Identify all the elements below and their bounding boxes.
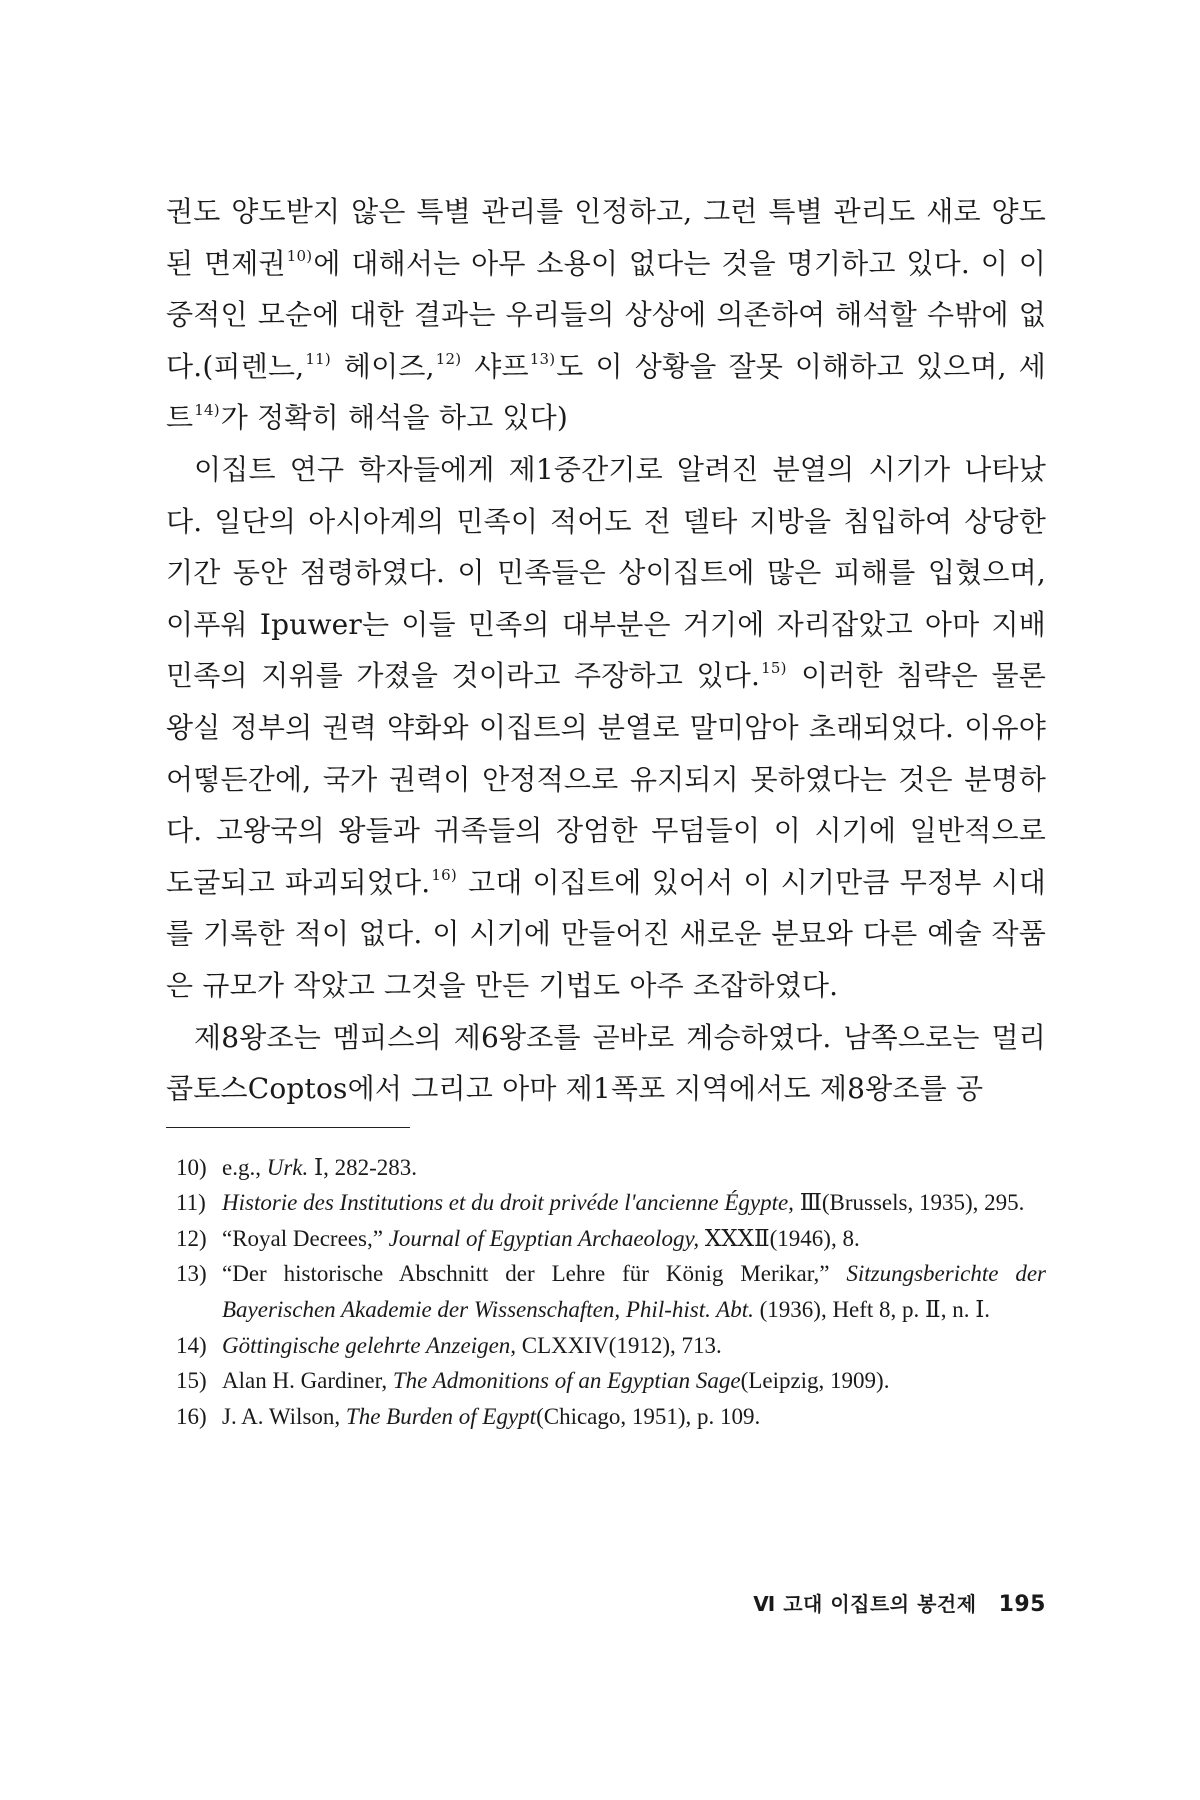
citation-text: Ⅰ, 282-283. [308,1154,417,1180]
paragraph-text: 헤이즈, [331,349,435,383]
citation-title: The Admonitions of an Egyptian Sage [392,1368,741,1394]
footnote-text [222,1221,1046,1257]
footnote-item [176,1363,1046,1399]
citation-text: “Der historische Abschnitt der Lehre für König Merikar,” [222,1261,847,1287]
page-footer [700,1588,1046,1617]
footnote-item [176,1256,1046,1327]
footnote-marker: 12) [435,349,462,368]
paragraph [166,444,1046,1012]
running-head: Ⅵ 고대 이집트의 봉건제 [753,1592,977,1616]
citation-title: Urk. [266,1154,309,1180]
paragraph-text: 이집트 연구 학자들에게 제1중간기로 알려진 분열의 시기가 나타났다. 일단의 아시아계의 민족이 적어도 전 델타 지방을 침입하여 상당한 기간 동안 점령하였다. 이 민족들은 상이집트에 많은 피해를 입혔으며, 이푸워 Ipuwer는 이들 민족의 대부분은 거기에 자리잡았고 아마 지배 민족의 지위를 가졌을 것이라고 주장하고 있다. [166,452,1046,693]
footnote-number: 16) [176,1403,207,1429]
citation-text: e.g., [222,1154,267,1180]
citation-title: Historie des Institutions et du droit privéde l'ancienne Égypte, [222,1190,794,1216]
footnote-text [222,1328,1046,1364]
citation-title: Sitzungsberichte der Bayerischen Akademie der Wissenschaften, Phil-hist. Abt. [222,1261,1047,1323]
citation-text: (Chicago, 1951), p. 109. [536,1403,761,1429]
footnote-marker: 14) [194,401,220,420]
footnote-text [222,1185,1046,1221]
page-content [166,186,1046,1434]
citation-text: (Leipzig, 1909). [740,1368,890,1394]
citation-text: J. A. Wilson, [222,1403,346,1429]
footnote-marker: 16) [431,865,457,884]
paragraph-text: 가 정확히 해석을 하고 있다) [220,401,569,435]
footnote-number: 14) [176,1332,207,1358]
paragraph-text: 샤프 [462,349,529,383]
footnote-item [176,1185,1046,1221]
footnote-text [222,1363,1046,1399]
footnote-marker: 11) [305,349,331,368]
footnote-separator [166,1127,410,1128]
footnote-number: 13) [176,1261,207,1287]
citation-title: Göttingische gelehrte Anzeigen, [222,1332,517,1358]
footnote-marker: 10) [286,246,313,265]
footnote-marker: 13) [529,349,556,368]
paragraph-text: 제8왕조는 멤피스의 제6왕조를 곧바로 계승하였다. 남쪽으로는 멀리 콥토스Coptos에서 그리고 아마 제1폭포 지역에서도 제8왕조를 공 [166,1020,1046,1106]
footnote-text [222,1150,1046,1186]
citation-text: (1936), Heft 8, p. Ⅱ, n. Ⅰ. [753,1297,991,1323]
paragraph-text: 권도 양도받지 않은 특별 관리를 인정하고, 그런 특별 관리도 새로 양도된 면제권 [166,195,1046,280]
citation-title: Journal of Egyptian Archaeology, [388,1225,700,1251]
footnote-item [176,1328,1046,1364]
citation-text: ⅩⅩⅩⅡ(1946), 8. [699,1225,860,1251]
footnote-number: 10) [176,1154,207,1180]
page-number: 195 [998,1592,1046,1617]
paragraph [166,1012,1046,1115]
footnote-marker: 15) [761,659,787,678]
body-text [166,186,1046,1115]
citation-text: CLXXIV(1912), 713. [516,1332,722,1358]
footnote-number: 11) [176,1190,206,1216]
paragraph [166,186,1046,444]
footnote-text [222,1256,1046,1327]
footnote-number: 12) [176,1225,207,1251]
paragraph-text: 고대 이집트에 있어서 이 시기만큼 무정부 시대를 기록한 적이 없다. 이 시기에 만들어진 새로운 분묘와 다른 예술 작품은 규모가 작았고 그것을 만든 기법도 아주 조잡하였다. [166,865,1046,1002]
footnote-number: 15) [176,1368,207,1394]
footnote-item [176,1150,1046,1186]
footnote-item [176,1399,1046,1435]
paragraph-text: 에 대해서는 아무 소용이 없다는 것을 명기하고 있다. 이 이중적인 모순에 대한 결과는 우리들의 상상에 의존하여 해석할 수밖에 없다.(피렌느, [166,246,1046,383]
paragraph-text: 이러한 침략은 물론 왕실 정부의 권력 약화와 이집트의 분열로 말미암아 초래되었다. 이유야 어떻든간에, 국가 권력이 안정적으로 유지되지 못하였다는 것은 분명하다. 고왕국의 왕들과 귀족들의 장엄한 무덤들이 이 시기에 일반적으로 도굴되고 파괴되었다. [166,659,1046,899]
citation-title: The Burden of Egypt [345,1403,537,1429]
citation-text: “Royal Decrees,” [222,1225,389,1251]
footnote-text [222,1399,1046,1435]
citation-text: Ⅲ(Brussels, 1935), 295. [793,1190,1025,1216]
citation-text: Alan H. Gardiner, [222,1368,393,1394]
footnotes [166,1150,1046,1435]
footnote-item [176,1221,1046,1257]
paragraph-text: 도 이 상황을 잘못 이해하고 있으며, 세트 [166,349,1046,435]
